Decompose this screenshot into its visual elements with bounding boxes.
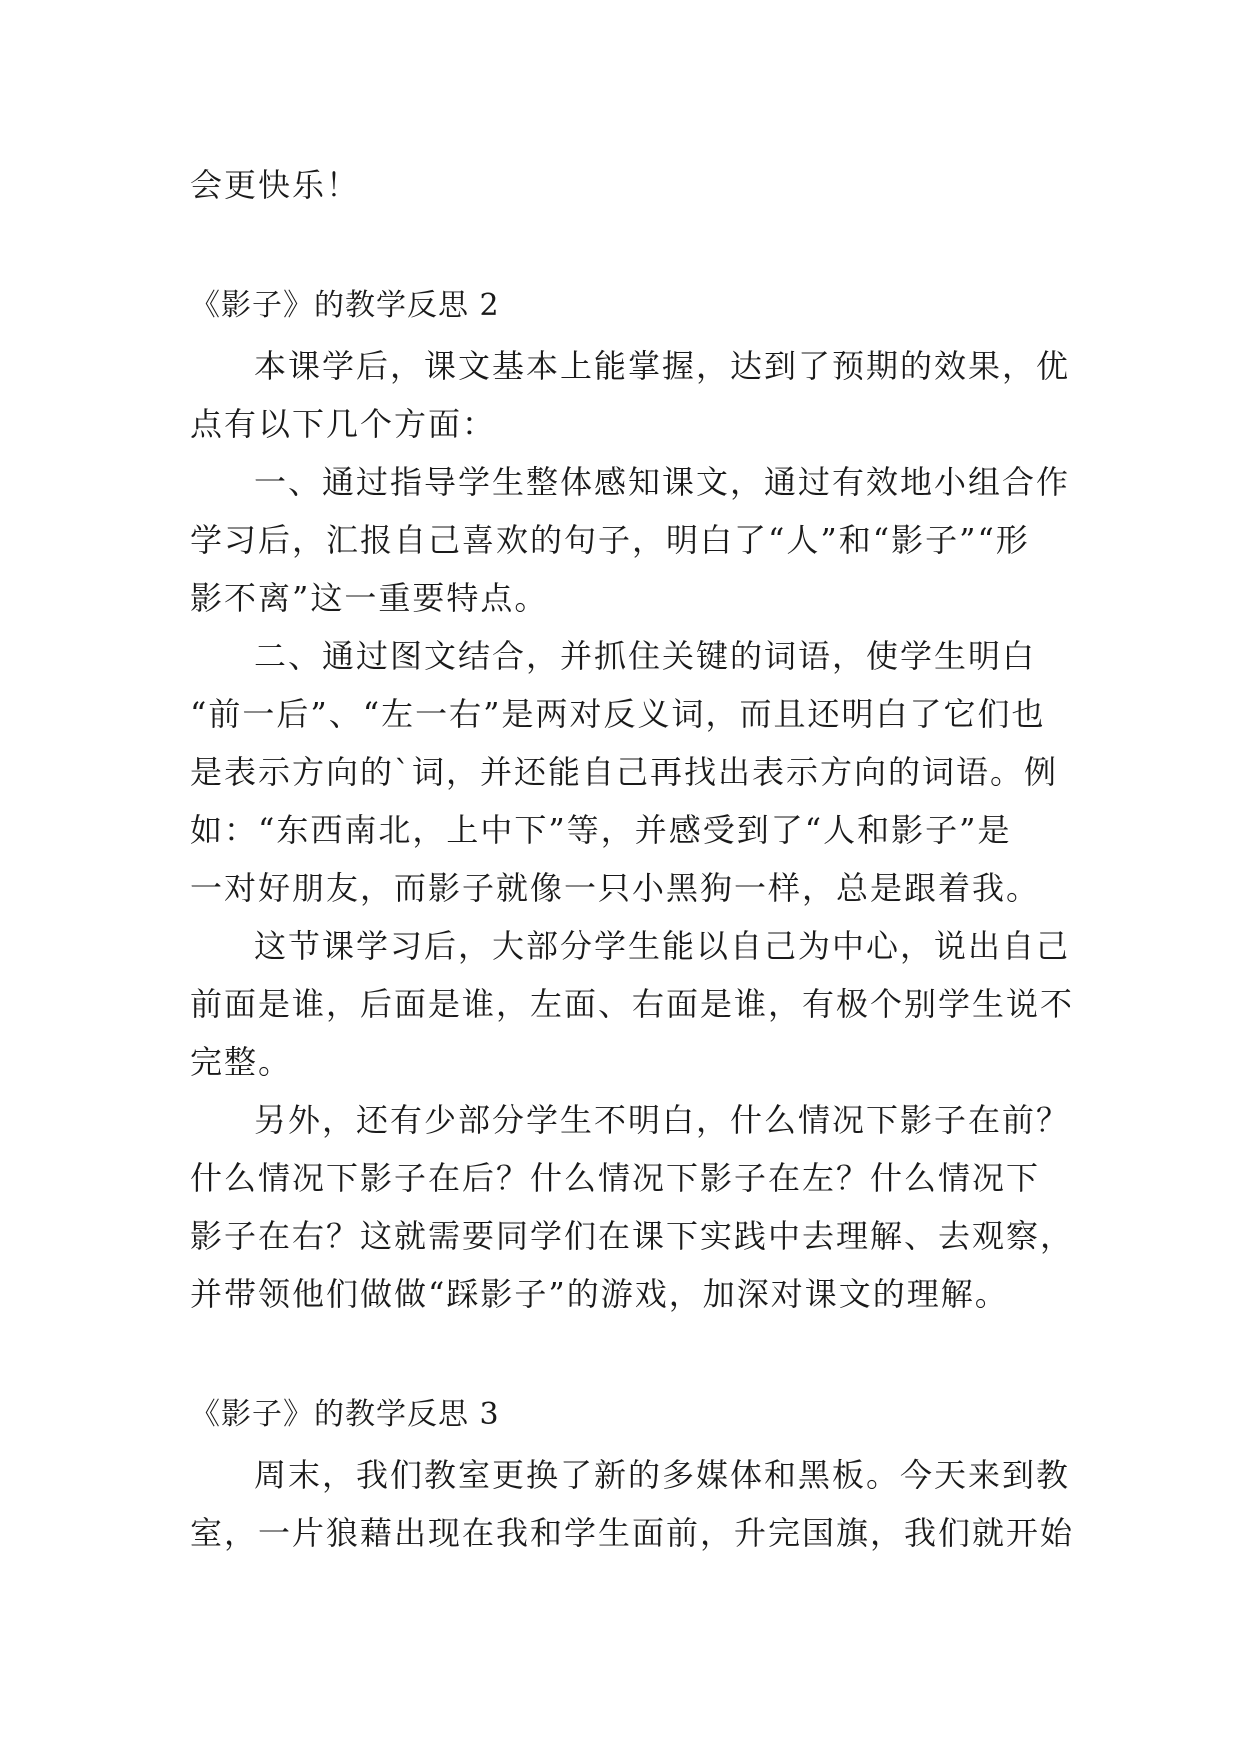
paragraph-line: 什么情况下影子在后？什么情况下影子在左？什么情况下 xyxy=(190,1159,1041,1197)
paragraph-line: 并带领他们做做“踩影子”的游戏，加深对课文的理解。 xyxy=(190,1275,1009,1313)
paragraph-line: 前面是谁，后面是谁，左面、右面是谁，有极个别学生说不 xyxy=(190,985,1075,1023)
paragraph-line: 这节课学习后，大部分学生能以自己为中心，说出自己 xyxy=(254,927,1071,965)
paragraph-line: 室，一片狼藉出现在我和学生面前，升完国旗，我们就开始 xyxy=(190,1514,1075,1552)
paragraph-line: 如：“东西南北，上中下”等，并感受到了“人和影子”是 xyxy=(190,811,1012,849)
section-heading-3: 《影子》的教学反思 3 xyxy=(190,1397,500,1432)
paragraph-line: 另外，还有少部分学生不明白，什么情况下影子在前？ xyxy=(254,1101,1071,1139)
section-heading-2: 《影子》的教学反思 2 xyxy=(190,288,500,323)
paragraph-line: “前一后”、“左一右”是两对反义词，而且还明白了它们也 xyxy=(190,695,1046,733)
paragraph-line: 周末，我们教室更换了新的多媒体和黑板。今天来到教 xyxy=(254,1456,1071,1494)
paragraph-line: 影子在右？这就需要同学们在课下实践中去理解、去观察， xyxy=(190,1217,1075,1255)
paragraph-line: 会更快乐！ xyxy=(190,166,361,204)
paragraph-line: 二、通过图文结合，并抓住关键的词语，使学生明白 xyxy=(254,637,1037,675)
paragraph-line: 完整。 xyxy=(190,1043,293,1081)
paragraph-line: 学习后，汇报自己喜欢的句子，明白了“人”和“影子”“形 xyxy=(190,521,1030,559)
paragraph-line: 影不离”这一重要特点。 xyxy=(190,579,549,617)
paragraph-line: 本课学后，课文基本上能掌握，达到了预期的效果，优 xyxy=(254,347,1071,385)
paragraph-line: 是表示方向的`词，并还能自己再找出表示方向的词语。例 xyxy=(190,753,1059,791)
paragraph-line: 点有以下几个方面： xyxy=(190,405,497,443)
paragraph-line: 一、通过指导学生整体感知课文，通过有效地小组合作 xyxy=(254,463,1071,501)
paragraph-line: 一对好朋友，而影子就像一只小黑狗一样，总是跟着我。 xyxy=(190,869,1041,907)
